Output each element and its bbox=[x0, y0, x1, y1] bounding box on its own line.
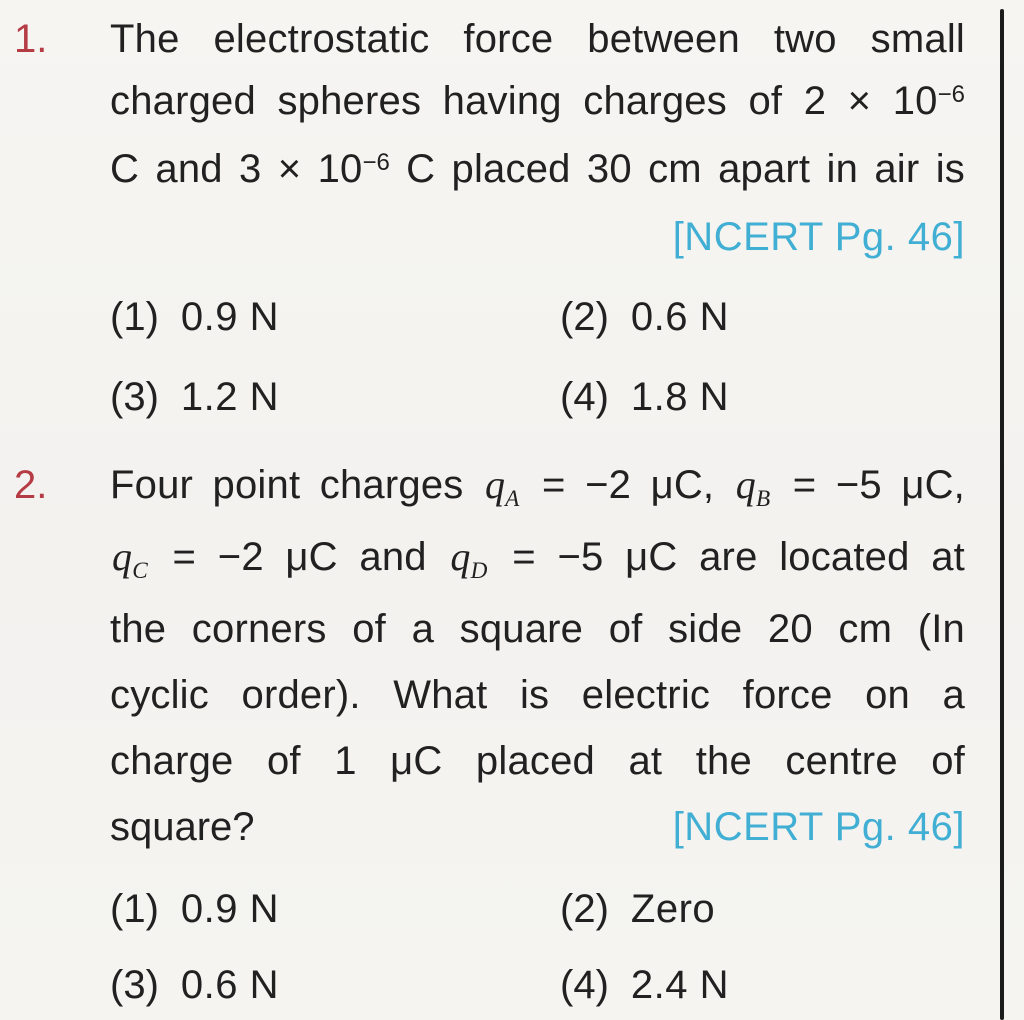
question-body bbox=[110, 8, 965, 428]
ncert-reference: [NCERT Pg. 46] bbox=[672, 215, 965, 259]
option-3 bbox=[110, 954, 560, 1016]
option-value: 1.2 N bbox=[180, 375, 279, 419]
question-text-line: charge of 1 μC placed at the centre of bbox=[110, 739, 965, 783]
option-value: 0.9 N bbox=[180, 295, 279, 339]
question-text-line: $q_C = -2$ μC and $q_D = -5$ μC are located at bbox=[112, 534, 965, 585]
ncert-reference: [NCERT Pg. 46] bbox=[672, 805, 965, 849]
option-label: (3) bbox=[110, 963, 159, 1007]
option-2 bbox=[560, 878, 965, 940]
option-label: (4) bbox=[560, 375, 609, 419]
option-value: 2.4 N bbox=[630, 963, 729, 1007]
reference-line bbox=[110, 794, 965, 860]
question-text-tail: square? bbox=[110, 805, 255, 849]
option-label: (2) bbox=[560, 295, 609, 339]
question-block-1 bbox=[14, 8, 965, 428]
question-number: 1. bbox=[14, 17, 48, 61]
option-label: (4) bbox=[560, 963, 609, 1007]
reference-line bbox=[110, 206, 965, 268]
option-4 bbox=[560, 954, 965, 1016]
option-label: (1) bbox=[110, 295, 159, 339]
question-text-line: C and $3 \times 10^{-6}$ C placed 30 cm apart in air is bbox=[110, 147, 965, 191]
question-block-2 bbox=[14, 452, 965, 1016]
question-text-line: charged spheres having charges of $2 \times 10^{-6}$ bbox=[110, 79, 965, 123]
option-1 bbox=[110, 878, 560, 940]
question-number: 2. bbox=[14, 463, 48, 507]
column-divider bbox=[1000, 9, 1004, 1020]
question-text-line: Four point charges $q_A = -2$ μC, $q_B = -5$ μC, bbox=[110, 462, 965, 513]
options-grid bbox=[110, 286, 965, 428]
option-label: (2) bbox=[560, 887, 609, 931]
question-body bbox=[110, 452, 965, 1016]
question-text-line: The electrostatic force between two small bbox=[110, 17, 965, 61]
option-value: 0.6 N bbox=[630, 295, 729, 339]
option-value: 0.6 N bbox=[180, 963, 279, 1007]
option-4 bbox=[560, 366, 965, 428]
option-value: 1.8 N bbox=[630, 375, 729, 419]
option-1 bbox=[110, 286, 560, 348]
question-text-line: cyclic order). What is electric force on a bbox=[110, 673, 965, 717]
option-2 bbox=[560, 286, 965, 348]
option-label: (1) bbox=[110, 887, 159, 931]
option-value: 0.9 N bbox=[180, 887, 279, 931]
option-3 bbox=[110, 366, 560, 428]
question-text-line: the corners of a square of side 20 cm (In bbox=[110, 607, 965, 651]
option-value: Zero bbox=[630, 887, 716, 931]
option-label: (3) bbox=[110, 375, 159, 419]
options-grid bbox=[110, 878, 965, 1016]
